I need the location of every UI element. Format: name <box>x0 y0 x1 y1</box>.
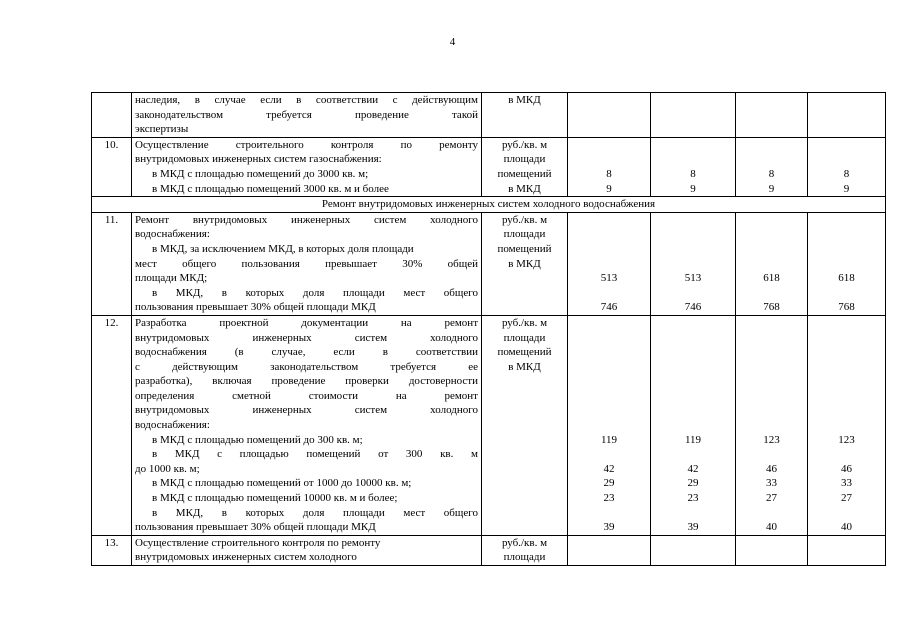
value-cell: 123 46 33 27 40 <box>736 315 808 535</box>
row-number <box>92 93 132 138</box>
row-description: Ремонт внутридомовых инженерных систем холодного водоснабжения: в МКД, за исключением МКД, в которых доля площади мест общего пользования превышает 30% общей площади МКД; в МКД, в которых доля площади мест общего пользования превышает 30% общей площади МКД <box>132 212 482 315</box>
row-number: 11. <box>92 212 132 315</box>
row-description: Осуществление строительного контроля по ремонту внутридомовых инженерных систем холодного <box>132 535 482 565</box>
page-number: 4 <box>449 36 456 48</box>
value-cell: 8 9 <box>568 137 651 196</box>
value-cell: 8 9 <box>736 137 808 196</box>
value-cell: 8 9 <box>651 137 736 196</box>
row-description: Осуществление строительного контроля по ремонту внутридомовых инженерных систем газоснабжения: в МКД с площадью помещений до 3000 кв. м; в МКД с площадью помещений 3000 кв. м и более <box>132 137 482 196</box>
row-description: наследия, в случае если в соответствии с действующим законодательством требуется проведение такой экспертизы <box>132 93 482 138</box>
value-cell: 119 42 29 23 39 <box>568 315 651 535</box>
value-cell: 8 9 <box>808 137 886 196</box>
value-cell: 513 746 <box>568 212 651 315</box>
value-cell <box>808 93 886 138</box>
row-unit: руб./кв. м площади помещений в МКД <box>482 137 568 196</box>
table-row <box>92 535 886 565</box>
value-cell <box>736 93 808 138</box>
value-cell: 618 768 <box>736 212 808 315</box>
table-row <box>92 137 886 196</box>
tariff-table <box>91 92 886 566</box>
value-cell: 123 46 33 27 40 <box>808 315 886 535</box>
section-row <box>92 197 886 213</box>
value-cell: 618 768 <box>808 212 886 315</box>
row-unit: руб./кв. м площади помещений в МКД <box>482 212 568 315</box>
value-cell <box>808 535 886 565</box>
row-number: 10. <box>92 137 132 196</box>
row-unit: руб./кв. м площади <box>482 535 568 565</box>
table-row <box>92 212 886 315</box>
value-cell <box>651 535 736 565</box>
value-cell <box>651 93 736 138</box>
value-cell <box>736 535 808 565</box>
value-cell: 119 42 29 23 39 <box>651 315 736 535</box>
table-row <box>92 93 886 138</box>
value-cell <box>568 535 651 565</box>
row-number: 13. <box>92 535 132 565</box>
value-cell: 513 746 <box>651 212 736 315</box>
row-unit: в МКД <box>482 93 568 138</box>
value-cell <box>568 93 651 138</box>
row-unit: руб./кв. м площади помещений в МКД <box>482 315 568 535</box>
section-title: Ремонт внутридомовых инженерных систем холодного водоснабжения <box>92 197 886 213</box>
row-number: 12. <box>92 315 132 535</box>
row-description: Разработка проектной документации на ремонт внутридомовых инженерных систем холодного водоснабжения (в случае, если в соответствии с действующим законодательством требуется ее разработка), включая проведение проверки достоверности определения сметной стоимости на ремонт внутридомовых инженерных систем холодного водоснабжения: в МКД с площадью помещений до 300 кв. м; в МКД с площадью помещений от 300 кв. м до 1000 кв. м; в МКД с площадью помещений от 1000 до 10000 кв. м; в МКД с площадью помещений 10000 кв. м и более; в МКД, в которых доля площади мест общего пользования превышает 30% общей площади МКД <box>132 315 482 535</box>
table-row <box>92 315 886 535</box>
